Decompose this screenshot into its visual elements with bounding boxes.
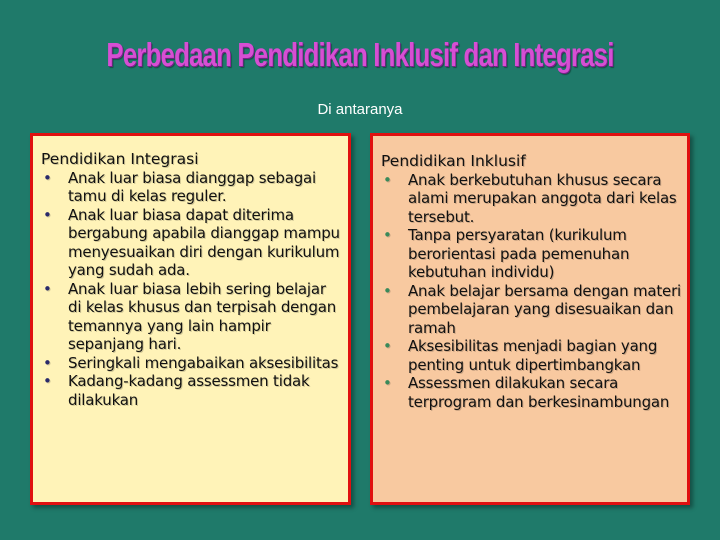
list-item-text: Tanpa persyaratan (kurikulum berorientasi pada pemenuhan kebutuhan individu): [408, 226, 630, 281]
bullet-icon: •: [43, 168, 52, 187]
inklusif-list: [381, 171, 681, 412]
slide-subtitle: Di antaranya: [317, 101, 403, 118]
slide-title: Perbedaan Pendidikan Inklusif dan Integrasi: [106, 36, 614, 73]
list-item: [381, 282, 681, 338]
list-item: [381, 374, 681, 411]
list-item: [41, 372, 342, 409]
list-item: [381, 226, 681, 282]
list-item: [41, 169, 342, 206]
integrasi-heading: Pendidikan Integrasi: [41, 150, 199, 168]
list-item-text: Anak luar biasa dapat diterima bergabung apabila dianggap mampu menyesuaikan diri dengan kurikulum yang sudah ada.: [68, 205, 340, 279]
integrasi-box: [30, 133, 351, 505]
list-item: [41, 280, 342, 354]
bullet-icon: •: [383, 337, 392, 355]
bullet-icon: •: [383, 226, 392, 244]
bullet-icon: •: [43, 279, 52, 298]
list-item: [41, 354, 342, 373]
list-item-text: Anak belajar bersama dengan materi pembelajaran yang disesuaikan dan ramah: [408, 281, 682, 337]
list-item: [381, 337, 681, 374]
list-item-text: Seringkali mengabaikan aksesibilitas: [68, 353, 339, 372]
bullet-icon: •: [43, 372, 52, 390]
list-item-text: Assessmen dilakukan secara terprogram dan berkesinambungan: [408, 374, 670, 411]
integrasi-list: [41, 169, 342, 410]
list-item-text: Anak luar biasa lebih sering belajar di kelas khusus dan terpisah dengan temannya yang lain hampir sepanjang hari.: [68, 279, 337, 353]
inklusif-heading: Pendidikan Inklusif: [381, 152, 526, 170]
bullet-icon: •: [43, 353, 52, 372]
bullet-icon: •: [383, 281, 392, 300]
list-item-text: Kadang-kadang assessmen tidak dilakukan: [68, 372, 310, 409]
bullet-icon: •: [383, 374, 392, 392]
inklusif-box: [370, 133, 690, 505]
list-item-text: Anak berkebutuhan khusus secara alami merupakan anggota dari kelas tersebut.: [408, 170, 677, 226]
bullet-icon: •: [383, 170, 392, 189]
bullet-icon: •: [43, 205, 52, 224]
list-item-text: Anak luar biasa dianggap sebagai tamu di kelas reguler.: [68, 168, 317, 205]
list-item: [41, 206, 342, 280]
list-item: [381, 171, 681, 227]
list-item-text: Aksesibilitas menjadi bagian yang penting untuk dipertimbangkan: [408, 337, 658, 374]
